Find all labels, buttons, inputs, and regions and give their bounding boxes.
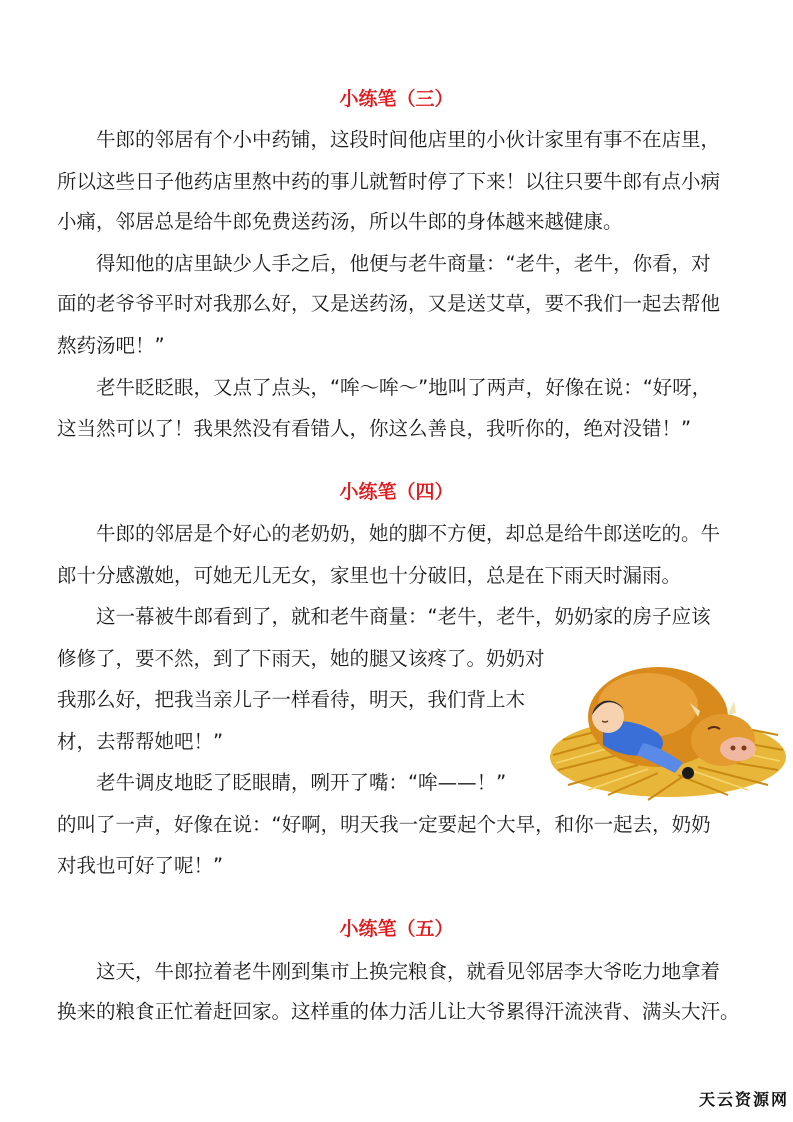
paragraph-line: 所以这些日子他药店里熬中药的事儿就暂时停了下来！以往只要牛郎有点小病 xyxy=(57,170,721,193)
paragraph-line: 修修了，要不然，到了下雨天，她的腿又该疼了。奶奶对 xyxy=(57,647,545,670)
paragraph-line: 牛郎的邻居是个好心的老奶奶，她的脚不方便，却总是给牛郎送吃的。牛 xyxy=(96,522,721,545)
paragraph-line: 老牛调皮地眨了眨眼睛，咧开了嘴：“哞——！” xyxy=(96,771,507,794)
paragraph-line: 这一幕被牛郎看到了，就和老牛商量：“老牛，老牛，奶奶家的房子应该 xyxy=(96,605,711,628)
section-5-title: 小练笔（五） xyxy=(339,918,454,940)
paragraph-line: 小痛，邻居总是给牛郎免费送药汤，所以牛郎的身体越来越健康。 xyxy=(57,210,623,233)
paragraph-line: 材，去帮帮她吧！” xyxy=(57,730,224,753)
paragraph-line: 这当然可以了！我果然没有看错人，你这么善良，我听你的，绝对没错！” xyxy=(57,417,692,440)
section-4-title: 小练笔（四） xyxy=(339,481,454,503)
paragraph-line: 郎十分感激她，可她无儿无女，家里也十分破旧，总是在下雨天时漏雨。 xyxy=(57,564,682,587)
paragraph-line: 这天，牛郎拉着老牛刚到集市上换完粮食，就看见邻居李大爷吃力地拿着 xyxy=(96,960,721,983)
paragraph-line: 我那么好，把我当亲儿子一样看待，明天，我们背上木 xyxy=(57,688,526,711)
section-3-title: 小练笔（三） xyxy=(339,88,454,110)
paragraph-line: 对我也可好了呢！” xyxy=(57,854,224,877)
watermark-text: 天云资源网 xyxy=(698,1090,789,1109)
paragraph-line: 老牛眨眨眼，又点了点头，“哞～哞～”地叫了两声，好像在说：“好呀， xyxy=(96,376,712,399)
paragraph-line: 面的老爷爷平时对我那么好，又是送药汤，又是送艾草，要不我们一起去帮他 xyxy=(57,292,721,315)
paragraph-line: 的叫了一声，好像在说：“好啊，明天我一定要起个大早，和你一起去，奶奶 xyxy=(57,813,711,836)
paragraph-line: 换来的粮食正忙着赶回家。这样重的体力活儿让大爷累得汗流浃背、满头大汗。 xyxy=(57,1000,740,1023)
paragraph-line: 熬药汤吧！” xyxy=(57,334,165,357)
paragraph-line: 牛郎的邻居有个小中药铺，这段时间他店里的小伙计家里有事不在店里， xyxy=(96,128,721,151)
paragraph-line: 得知他的店里缺少人手之后，他便与老牛商量：“老牛，老牛，你看，对 xyxy=(96,252,711,275)
boy-and-ox-illustration xyxy=(548,645,790,805)
